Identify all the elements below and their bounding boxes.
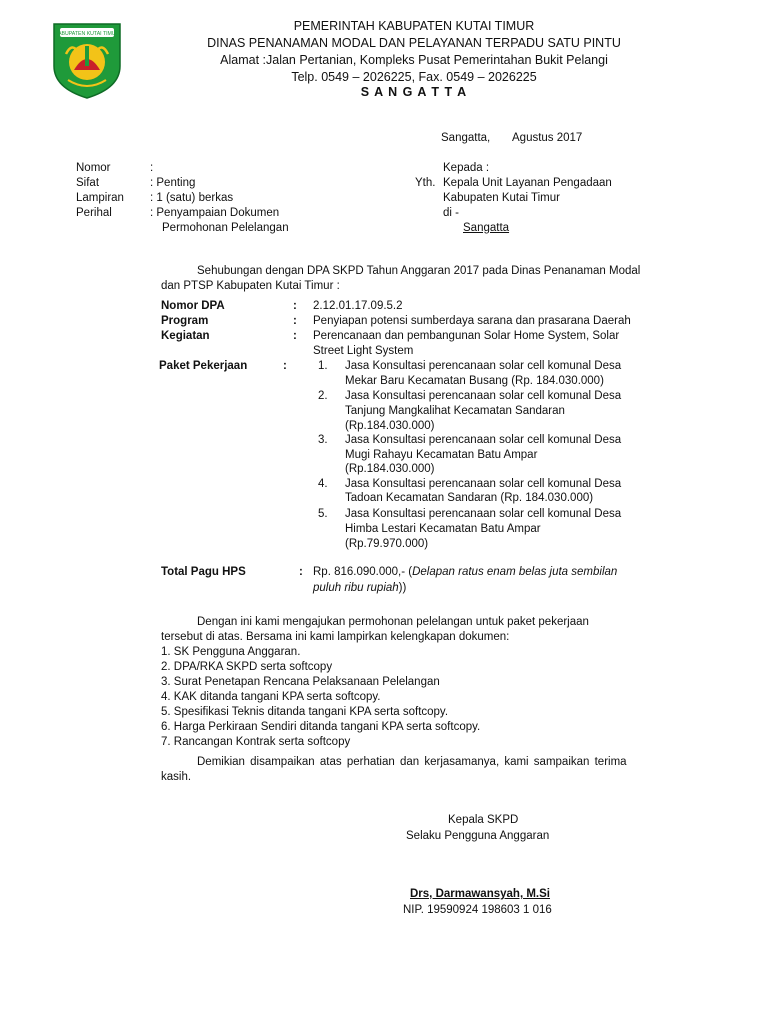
document-item-7: 7. Rancangan Kontrak serta softcopy xyxy=(161,736,351,748)
perihal-label: Perihal xyxy=(76,207,112,219)
dpa-program-value: Penyiapan potensi sumberdaya sarana dan prasarana Daerah xyxy=(313,315,631,327)
paket-3-line-2: Mugi Rahayu Kecamatan Batu Ampar xyxy=(345,449,538,461)
paket-4-num: 4. xyxy=(318,478,328,490)
perihal-value-2: Permohonan Pelelangan xyxy=(162,222,289,234)
total-words-1: Delapan ratus enam belas juta sembilan xyxy=(412,566,618,578)
dpa-kegiatan-value-1: Perencanaan dan pembangunan Solar Home System, Solar xyxy=(313,330,620,342)
header-line-2: DINAS PENANAMAN MODAL DAN PELAYANAN TERPADU SATU PINTU xyxy=(207,36,621,50)
date-city: Sangatta, xyxy=(441,132,491,144)
dpa-kegiatan-label: Kegiatan xyxy=(161,330,210,342)
paket-1-num: 1. xyxy=(318,360,328,372)
kepada-label: Kepada : xyxy=(443,162,490,174)
intro-line-1: Sehubungan dengan DPA SKPD Tahun Anggaran 2017 pada Dinas Penanaman Modal xyxy=(197,265,641,277)
document-item-6: 6. Harga Perkiraan Sendiri ditanda tangani KPA serta softcopy. xyxy=(161,721,481,733)
total-close: )) xyxy=(398,582,407,594)
paket-1-line-1: Jasa Konsultasi perencanaan solar cell komunal Desa xyxy=(345,360,622,372)
closing-line-1: Demikian disampaikan atas perhatian dan kerjasamanya, kami sampaikan terima xyxy=(197,756,627,768)
paket-4-line-2: Tadoan Kecamatan Sandaran (Rp. 184.030.000) xyxy=(345,492,594,504)
paket-5-line-3: (Rp.79.970.000) xyxy=(345,538,429,550)
total-words-2: puluh ribu rupiah xyxy=(313,582,399,594)
paket-2-line-3: (Rp.184.030.000) xyxy=(345,420,435,432)
total-value-line-2 xyxy=(313,581,406,596)
nomor-label: Nomor xyxy=(76,162,111,174)
document-item-4: 4. KAK ditanda tangani KPA serta softcopy. xyxy=(161,691,381,703)
total-label: Total Pagu HPS xyxy=(161,566,246,578)
paket-3-line-3: (Rp.184.030.000) xyxy=(345,463,435,475)
recipient-place: Sangatta xyxy=(463,222,510,234)
dpa-paket-label: Paket Pekerjaan xyxy=(159,360,248,372)
signature-nip: NIP. 19590924 198603 1 016 xyxy=(403,904,552,916)
dpa-nomor-label: Nomor DPA xyxy=(161,300,225,312)
yth-label: Yth. xyxy=(415,177,436,189)
dpa-kegiatan-value-2: Street Light System xyxy=(313,345,414,357)
signature-title-1: Kepala SKPD xyxy=(448,814,519,826)
total-colon: : xyxy=(299,566,303,578)
date-month-year: Agustus 2017 xyxy=(512,132,583,144)
dpa-nomor-colon: : xyxy=(293,300,297,312)
paket-2-line-1: Jasa Konsultasi perencanaan solar cell komunal Desa xyxy=(345,390,622,402)
perihal-value-1: : Penyampaian Dokumen xyxy=(150,207,280,219)
header-line-4: Telp. 0549 – 2026225, Fax. 0549 – 2026225 xyxy=(291,70,537,84)
paket-2-num: 2. xyxy=(318,390,328,402)
document-item-2: 2. DPA/RKA SKPD serta softcopy xyxy=(161,661,333,673)
lampiran-value: : 1 (satu) berkas xyxy=(150,192,234,204)
total-amount: Rp. 816.090.000,- ( xyxy=(313,566,413,578)
sifat-label: Sifat xyxy=(76,177,100,189)
dpa-program-label: Program xyxy=(161,315,209,327)
body-line-1: Dengan ini kami mengajukan permohonan pelelangan untuk paket pekerjaan xyxy=(197,616,589,628)
signature-title-2: Selaku Pengguna Anggaran xyxy=(406,830,550,842)
signature-name: Drs, Darmawansyah, M.Si xyxy=(410,888,550,900)
paket-3-num: 3. xyxy=(318,434,328,446)
regency-logo xyxy=(46,18,128,100)
paket-5-line-1: Jasa Konsultasi perencanaan solar cell komunal Desa xyxy=(345,508,622,520)
dpa-kegiatan-colon: : xyxy=(293,330,297,342)
document-item-3: 3. Surat Penetapan Rencana Pelaksanaan Pelelangan xyxy=(161,676,440,688)
document-item-5: 5. Spesifikasi Teknis ditanda tangani KPA serta softcopy. xyxy=(161,706,449,718)
dpa-paket-colon: : xyxy=(283,360,287,372)
total-value xyxy=(313,565,617,580)
closing-line-2: kasih. xyxy=(161,771,192,783)
paket-5-num: 5. xyxy=(318,508,328,520)
intro-line-2: dan PTSP Kabupaten Kutai Timur : xyxy=(161,280,340,292)
recipient-line-1: Kepala Unit Layanan Pengadaan xyxy=(443,177,612,189)
header-line-5: S A N G A T T A xyxy=(360,85,468,99)
logo-text: KABUPATEN KUTAI TIMUR xyxy=(54,31,120,37)
document-item-1: 1. SK Pengguna Anggaran. xyxy=(161,646,301,658)
recipient-line-2: Kabupaten Kutai Timur xyxy=(443,192,560,204)
header-line-1: PEMERINTAH KABUPATEN KUTAI TIMUR xyxy=(293,19,535,33)
dpa-program-colon: : xyxy=(293,315,297,327)
dpa-nomor-value: 2.12.01.17.09.5.2 xyxy=(313,300,403,312)
body-line-2: tersebut di atas. Bersama ini kami lampirkan kelengkapan dokumen: xyxy=(161,631,510,643)
lampiran-label: Lampiran xyxy=(76,192,124,204)
paket-1-line-2: Mekar Baru Kecamatan Busang (Rp. 184.030.000) xyxy=(345,375,604,387)
paket-3-line-1: Jasa Konsultasi perencanaan solar cell komunal Desa xyxy=(345,434,622,446)
nomor-value: : xyxy=(150,162,154,174)
header-line-3: Alamat :Jalan Pertanian, Kompleks Pusat Pemerintahan Bukit Pelangi xyxy=(220,53,608,67)
sifat-value: : Penting xyxy=(150,177,196,189)
paket-4-line-1: Jasa Konsultasi perencanaan solar cell komunal Desa xyxy=(345,478,622,490)
recipient-di: di - xyxy=(443,207,459,219)
paket-5-line-2: Himba Lestari Kecamatan Batu Ampar xyxy=(345,523,541,535)
paket-2-line-2: Tanjung Mangkalihat Kecamatan Sandaran xyxy=(345,405,565,417)
